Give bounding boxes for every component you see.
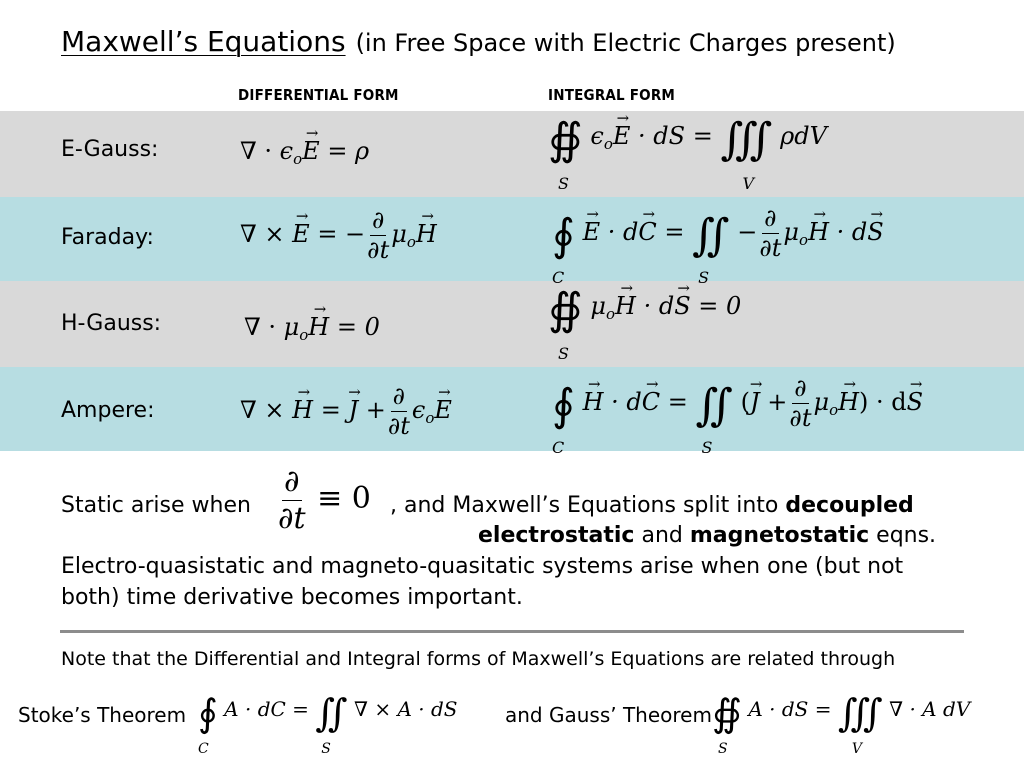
ampere-differential-equation: ∇ × → H = → J + $\frac{\partial}{\partial t}$ $\epsilon_o\to E$ (240, 384, 452, 439)
row-label-faraday: Faraday: (61, 225, 154, 250)
line-integral-sign: ∮ (552, 210, 563, 262)
quasistatic-line2: both) time derivative becomes important. (61, 585, 523, 610)
quasistatic-line1: Electro-quasistatic and magneto-quasitatic systems arise when one (but not (61, 554, 904, 579)
gauss-theorem-formula: ∯ S A · dS = ∭ V ∇ · A dV (712, 691, 971, 757)
e-gauss-differential-equation: ∇ · $\epsilon_o\to E = \rho$ (240, 139, 369, 167)
gauss-theorem-label: and Gauss’ Theorem (505, 703, 712, 727)
row-label-ampere: Ampere: (61, 398, 155, 423)
h-gauss-differential-equation: ∇ · $\mu_o\to H = 0$ (244, 315, 380, 343)
static-line1-rest: , and Maxwell’s Equations split into decoupled (390, 493, 914, 518)
static-lead-text: Static arise when (61, 493, 251, 518)
title-subtitle: (in Free Space with Electric Charges present) (355, 29, 896, 57)
page-title (61, 24, 896, 61)
ampere-integral-equation: ∮ C → H · d→ C = ∬ S (→ J + $\frac{\partial}{\partial t}$ $\mu_o\to H) \cdot d\to S$ (552, 376, 923, 431)
row-label-e-gauss: E-Gauss: (61, 137, 159, 162)
faraday-differential-equation: ∇ × → E = − $\frac{\partial}{\partial t}$ $\mu_o\to H$ (240, 208, 437, 263)
e-gauss-integral-equation: ∯ S $\epsilon_o\to E$ · dS = ∭ V ρdV (548, 118, 827, 162)
volume-integral-sign: ∭ (720, 114, 761, 165)
double-integral-sign: ∬ (695, 380, 722, 432)
stokes-theorem-formula: ∮ C A · dC = ∬ S ∇ × A · dS (198, 691, 458, 757)
h-gauss-integral-equation: ∯ S $\mu_o\to H \cdot d\to S = 0$ (548, 288, 741, 332)
double-integral-sign: ∬ (692, 210, 718, 262)
static-condition: $\frac{\partial}{\partial t}$ ≡ 0 (278, 464, 371, 536)
row-label-h-gauss: H-Gauss: (61, 311, 162, 336)
static-line2: electrostatic and magnetostatic eqns. (478, 523, 937, 548)
relation-note: Note that the Differential and Integral forms of Maxwell’s Equations are related through (61, 648, 896, 670)
line-integral-sign: ∮ (552, 380, 563, 432)
title-main: Maxwell’s Equations (61, 25, 346, 58)
differential-form-header: DIFFERENTIAL FORM (238, 86, 399, 104)
divider (60, 630, 964, 633)
surface-integral-sign: ∯ (548, 284, 571, 335)
integral-form-header: INTEGRAL FORM (548, 86, 676, 104)
surface-integral-sign: ∯ (548, 114, 571, 165)
faraday-integral-equation: ∮ C → E · d→ C = ∬ S − $\frac{\partial}{\partial t}$ $\mu_o\to H \cdot d\to S$ (552, 206, 884, 261)
stokes-theorem-label: Stoke’s Theorem (18, 703, 187, 727)
